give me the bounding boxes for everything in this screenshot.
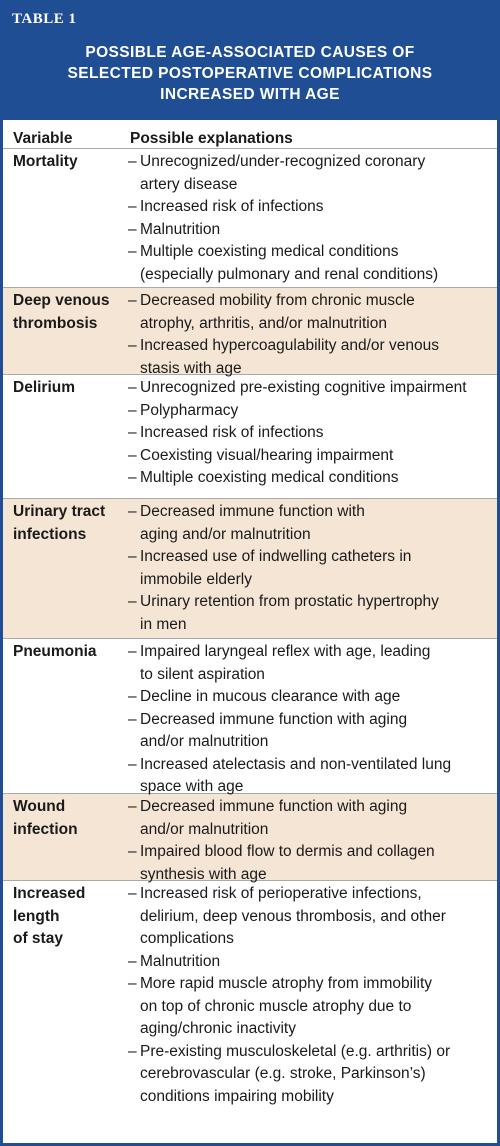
explanation-line: Decline in mucous clearance with age [140, 688, 401, 705]
variable-line: thrombosis [13, 314, 98, 332]
explanation-text [140, 196, 491, 219]
explanation-line: Pre-existing musculoskeletal (e.g. arthritis) or [140, 1042, 451, 1060]
variable-line: Pneumonia [13, 643, 97, 660]
explanation-item [128, 841, 491, 886]
explanation-line: synthesis with age [140, 865, 267, 883]
explanation-line: aging/chronic inactivity [140, 1020, 296, 1037]
table-title-line: POSSIBLE AGE-ASSOCIATED CAUSES OF [85, 44, 415, 61]
variable-line: infections [13, 525, 87, 543]
explanation-line: cerebrovascular (e.g. stroke, Parkinson’s) [140, 1065, 426, 1082]
column-header-explanations: Possible explanations [130, 130, 293, 147]
dash-bullet-icon: – [128, 755, 137, 773]
explanation-text [140, 883, 491, 951]
dash-bullet-icon: – [128, 688, 137, 705]
explanation-text [140, 973, 491, 1041]
explanation-text [140, 709, 491, 754]
explanation-line: stasis with age [140, 359, 242, 377]
dash-bullet-icon: – [128, 975, 137, 992]
table-title-line: INCREASED WITH AGE [160, 86, 340, 103]
column-header-variable: Variable [13, 130, 73, 147]
explanation-item [128, 445, 491, 468]
dash-bullet-icon: – [128, 643, 137, 660]
explanation-line: (especially pulmonary and renal conditions) [140, 265, 439, 283]
explanation-item [128, 241, 491, 286]
dash-bullet-icon: – [128, 503, 137, 520]
table-row [3, 638, 497, 793]
dash-bullet-icon: – [128, 885, 137, 902]
dash-bullet-icon: – [128, 424, 137, 441]
variable-cell [3, 499, 128, 638]
table-row [3, 498, 497, 638]
explanation-line: on top of chronic muscle atrophy due to [140, 997, 412, 1015]
explanation-text [140, 290, 491, 335]
explanation-line: aging and/or malnutrition [140, 525, 311, 543]
dash-bullet-icon: – [128, 153, 137, 170]
explanation-item [128, 196, 491, 219]
explanation-text [140, 445, 491, 468]
dash-bullet-icon: – [128, 220, 137, 238]
table-row [3, 880, 497, 1105]
explanation-line: Decreased mobility from chronic muscle [140, 292, 415, 309]
dash-bullet-icon: – [128, 198, 137, 215]
explanation-item [128, 951, 491, 974]
explanation-line: to silent aspiration [140, 665, 265, 683]
table-header [3, 3, 497, 120]
table-row [3, 374, 497, 498]
explanation-item [128, 641, 491, 686]
explanation-line: Urinary retention from prostatic hypertrophy [140, 593, 439, 610]
explanation-item [128, 686, 491, 709]
table-row [3, 287, 497, 377]
explanation-item [128, 335, 491, 380]
explanations-cell [128, 499, 497, 638]
explanation-line: Decreased immune function with aging [140, 710, 408, 728]
explanation-item [128, 290, 491, 335]
explanation-item [128, 422, 491, 445]
table-title [3, 42, 497, 105]
variable-cell [3, 881, 128, 1070]
dash-bullet-icon: – [128, 379, 137, 396]
explanation-item [128, 219, 491, 242]
explanation-line: Multiple coexisting medical conditions [140, 243, 399, 260]
explanation-line: Increased hypercoagulability and/or venous [140, 337, 439, 354]
table-title-line: SELECTED POSTOPERATIVE COMPLICATIONS [67, 65, 433, 82]
explanation-line: Unrecognized pre-existing cognitive impairment [140, 379, 467, 396]
variable-line: Wound infection [13, 798, 78, 838]
variable-cell [3, 288, 128, 374]
explanation-line: Unrecognized/under-recognized coronary [140, 153, 426, 170]
explanation-line: Decreased immune function with [140, 503, 365, 520]
variable-line: of stay [13, 930, 63, 947]
dash-bullet-icon: – [128, 843, 137, 860]
explanations-cell [128, 288, 497, 377]
variable-line: Urinary tract [13, 503, 106, 520]
explanation-text [140, 241, 491, 286]
explanation-line: More rapid muscle atrophy from immobility [140, 975, 433, 992]
explanation-line: Increased risk of perioperative infections, [140, 885, 422, 902]
explanation-text [140, 335, 491, 380]
explanation-item [128, 709, 491, 754]
explanation-text [140, 501, 491, 546]
table-label: TABLE 1 [12, 11, 77, 27]
variable-line: Increased length [13, 885, 86, 925]
dash-bullet-icon: – [128, 401, 137, 419]
dash-bullet-icon: – [128, 337, 137, 354]
explanations-cell [128, 375, 497, 498]
explanation-item [128, 796, 491, 841]
explanation-text [140, 377, 491, 400]
dash-bullet-icon: – [128, 292, 137, 309]
explanation-item [128, 883, 491, 951]
variable-cell [3, 639, 128, 793]
explanation-line: and/or malnutrition [140, 820, 269, 838]
explanation-line: Increased risk of infections [140, 424, 324, 441]
dash-bullet-icon: – [128, 446, 137, 464]
explanation-item [128, 151, 491, 196]
dash-bullet-icon: – [128, 952, 137, 970]
explanation-text [140, 422, 491, 445]
explanation-line: complications [140, 930, 234, 947]
dash-bullet-icon: – [128, 1042, 137, 1060]
explanations-cell [128, 881, 497, 1105]
column-headers [3, 120, 497, 148]
explanation-line: Increased use of indwelling catheters in [140, 548, 412, 565]
explanation-line: in men [140, 615, 187, 633]
explanation-line: Increased risk of infections [140, 198, 324, 215]
table-row [3, 148, 497, 287]
explanation-text [140, 754, 491, 799]
explanation-line: Coexisting visual/hearing impairment [140, 446, 394, 464]
explanation-item [128, 546, 491, 591]
explanation-line: atrophy, arthritis, and/or malnutrition [140, 314, 387, 332]
dash-bullet-icon: – [128, 548, 137, 565]
explanation-text [140, 796, 491, 841]
explanations-cell [128, 794, 497, 883]
dash-bullet-icon: – [128, 593, 137, 610]
explanation-line: Impaired laryngeal reflex with age, leading [140, 643, 431, 660]
explanation-item [128, 467, 491, 490]
table-body [3, 148, 497, 1105]
dash-bullet-icon: – [128, 243, 137, 260]
dash-bullet-icon: – [128, 710, 137, 728]
variable-cell [3, 794, 128, 880]
variable-line: Deep venous [13, 292, 110, 309]
explanation-line: Impaired blood flow to dermis and collagen [140, 843, 435, 860]
explanation-text [140, 400, 491, 423]
explanation-text [140, 219, 491, 242]
explanation-text [140, 841, 491, 886]
explanation-text [140, 1041, 491, 1109]
explanation-line: delirium, deep venous thrombosis, and other [140, 907, 446, 925]
explanation-line: Malnutrition [140, 220, 221, 238]
explanation-line: immobile elderly [140, 570, 252, 588]
explanations-cell [128, 149, 497, 287]
table-row [3, 793, 497, 883]
dash-bullet-icon: – [128, 469, 137, 486]
variable-cell [3, 149, 128, 287]
explanation-line: conditions impairing mobility [140, 1087, 334, 1105]
explanation-text [140, 951, 491, 974]
dash-bullet-icon: – [128, 798, 137, 815]
explanation-text [140, 641, 491, 686]
explanation-item [128, 400, 491, 423]
explanation-item [128, 1041, 491, 1109]
explanation-line: Malnutrition [140, 952, 221, 970]
explanation-item [128, 377, 491, 400]
explanation-text [140, 467, 491, 490]
explanation-text [140, 151, 491, 196]
explanations-cell [128, 639, 497, 793]
variable-line: Delirium [13, 379, 76, 396]
explanation-line: Polypharmacy [140, 401, 239, 419]
explanation-line: Increased atelectasis and non-ventilated lung [140, 755, 452, 773]
variable-cell [3, 375, 128, 498]
variable-line: Mortality [13, 153, 78, 170]
explanation-line: and/or malnutrition [140, 733, 269, 750]
explanation-text [140, 686, 491, 709]
explanation-line: space with age [140, 778, 244, 795]
explanation-line: artery disease [140, 175, 238, 193]
explanation-line: Decreased immune function with aging [140, 798, 408, 815]
explanation-item [128, 973, 491, 1041]
explanation-item [128, 501, 491, 546]
explanation-text [140, 546, 491, 591]
explanation-item [128, 591, 491, 636]
explanation-text [140, 591, 491, 636]
explanation-line: Multiple coexisting medical conditions [140, 469, 399, 486]
explanation-item [128, 754, 491, 799]
